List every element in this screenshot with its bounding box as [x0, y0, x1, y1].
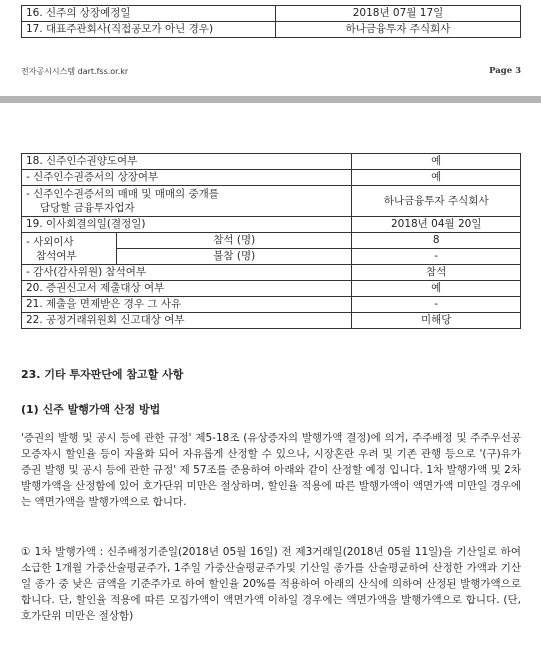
paragraph: ① 1차 발행가액 : 신주배정기준일(2018년 05월 16일) 전 제3거래일(2018년 05월 11일)을 기산일로 하여 소급한 1개월 가중산술평균주가, 1주일 가중산술평균주가및 기산일 종가를 산술평균하여 산정한 가액과 기산일 종가 중 낮은 금액을 기준주가로 하여 할인율 20%를 적용하여 아래의 산식에 의하여 산정된 발행가액으로 합니다. 단, 할인율 적용에 따른 모집가액이 액면가액 이하일 경우에는 액면가액을 발행가액으로 합니다. (단, 호가단위 미만은 절상함): [21, 546, 521, 622]
row-label: - 신주인수권증서의 상장여부: [22, 170, 352, 186]
row-label: 19. 이사회결의일(결정일): [22, 217, 352, 233]
table-row: [22, 281, 521, 297]
table-row: [22, 265, 521, 281]
table-row: [22, 233, 521, 249]
row-label: 17. 대표주관회사(직접공모가 아닌 경우): [22, 22, 276, 38]
table-row: [22, 217, 521, 233]
row-label: [22, 186, 352, 217]
row-value: -: [352, 297, 521, 313]
row-value: 2018년 07월 17일: [276, 6, 521, 22]
row-label: 21. 제출을 면제받은 경우 그 사유: [22, 297, 352, 313]
paragraph: '증권의 발행 및 공시 등에 관한 규정' 제5-18조 (유상증자의 발행가액 결정)에 의거, 주주배정 및 주주우선공모증자시 할인율 등이 자율화 되어 자유롭게 산정할 수 있으나, 시장혼란 우려 및 기존 관행 등으로 '(구)유가증권 발행 및 공시 등에 관한 규정' 제 57조를 준용하여 아래와 같이 산정할 예정 입니다. 1차 발행가액 및 2차 발행가액을 산정함에 있어 호가단위 미만은 절상하며, 할인율 적용에 따른 발행가액이 액면가액 미만일 경우에는 액면가액을 발행가액으로 합니다.: [21, 432, 521, 508]
row-label: - 감사(감사위원) 참석여부: [22, 265, 352, 281]
row-value: 예: [352, 281, 521, 297]
row-value: 미해당: [352, 313, 521, 329]
page-break-divider: [0, 96, 541, 103]
table-row: [22, 186, 521, 217]
row-value: 하나금융투자 주식회사: [352, 186, 521, 217]
section-heading: 23. 기타 투자판단에 참고할 사항: [21, 368, 184, 381]
row-label: 16. 신주의 상장예정일: [22, 6, 276, 22]
footer-site[interactable]: 전자공시시스템 dart.fss.or.kr: [21, 67, 129, 76]
row-value: 예: [352, 154, 521, 170]
row-value: 예: [352, 170, 521, 186]
table-row: [22, 22, 521, 38]
footer-page-number: Page 3: [489, 66, 521, 76]
outside-director-label: [22, 233, 117, 265]
table-row: [22, 170, 521, 186]
absent-value: -: [352, 249, 521, 265]
subsection-heading: (1) 신주 발행가액 산정 방법: [21, 403, 161, 416]
row-label: 20. 증권신고서 제출대상 여부: [22, 281, 352, 297]
row-value: 참석: [352, 265, 521, 281]
row-label-line: - 사외이사: [26, 235, 74, 248]
row-label-line: 참석여부: [36, 249, 77, 262]
attend-value: 8: [352, 233, 521, 249]
table-row: [22, 6, 521, 22]
attend-label: 참석 (명): [117, 233, 352, 249]
row-label: 18. 신주인수권양도여부: [22, 154, 352, 170]
table-row: [22, 297, 521, 313]
main-table: [21, 153, 521, 329]
absent-label: 불참 (명): [117, 249, 352, 265]
row-label: 22. 공정거래위원회 신고대상 여부: [22, 313, 352, 329]
table-row: [22, 313, 521, 329]
row-label-line: - 신주인수권증서의 매매 및 매매의 중개를: [26, 188, 219, 200]
top-table: [21, 5, 521, 38]
row-label-line: 담당할 금융투자업자: [40, 202, 135, 214]
row-value: 하나금융투자 주식회사: [276, 22, 521, 38]
table-row: [22, 154, 521, 170]
row-value: 2018년 04월 20일: [352, 217, 521, 233]
